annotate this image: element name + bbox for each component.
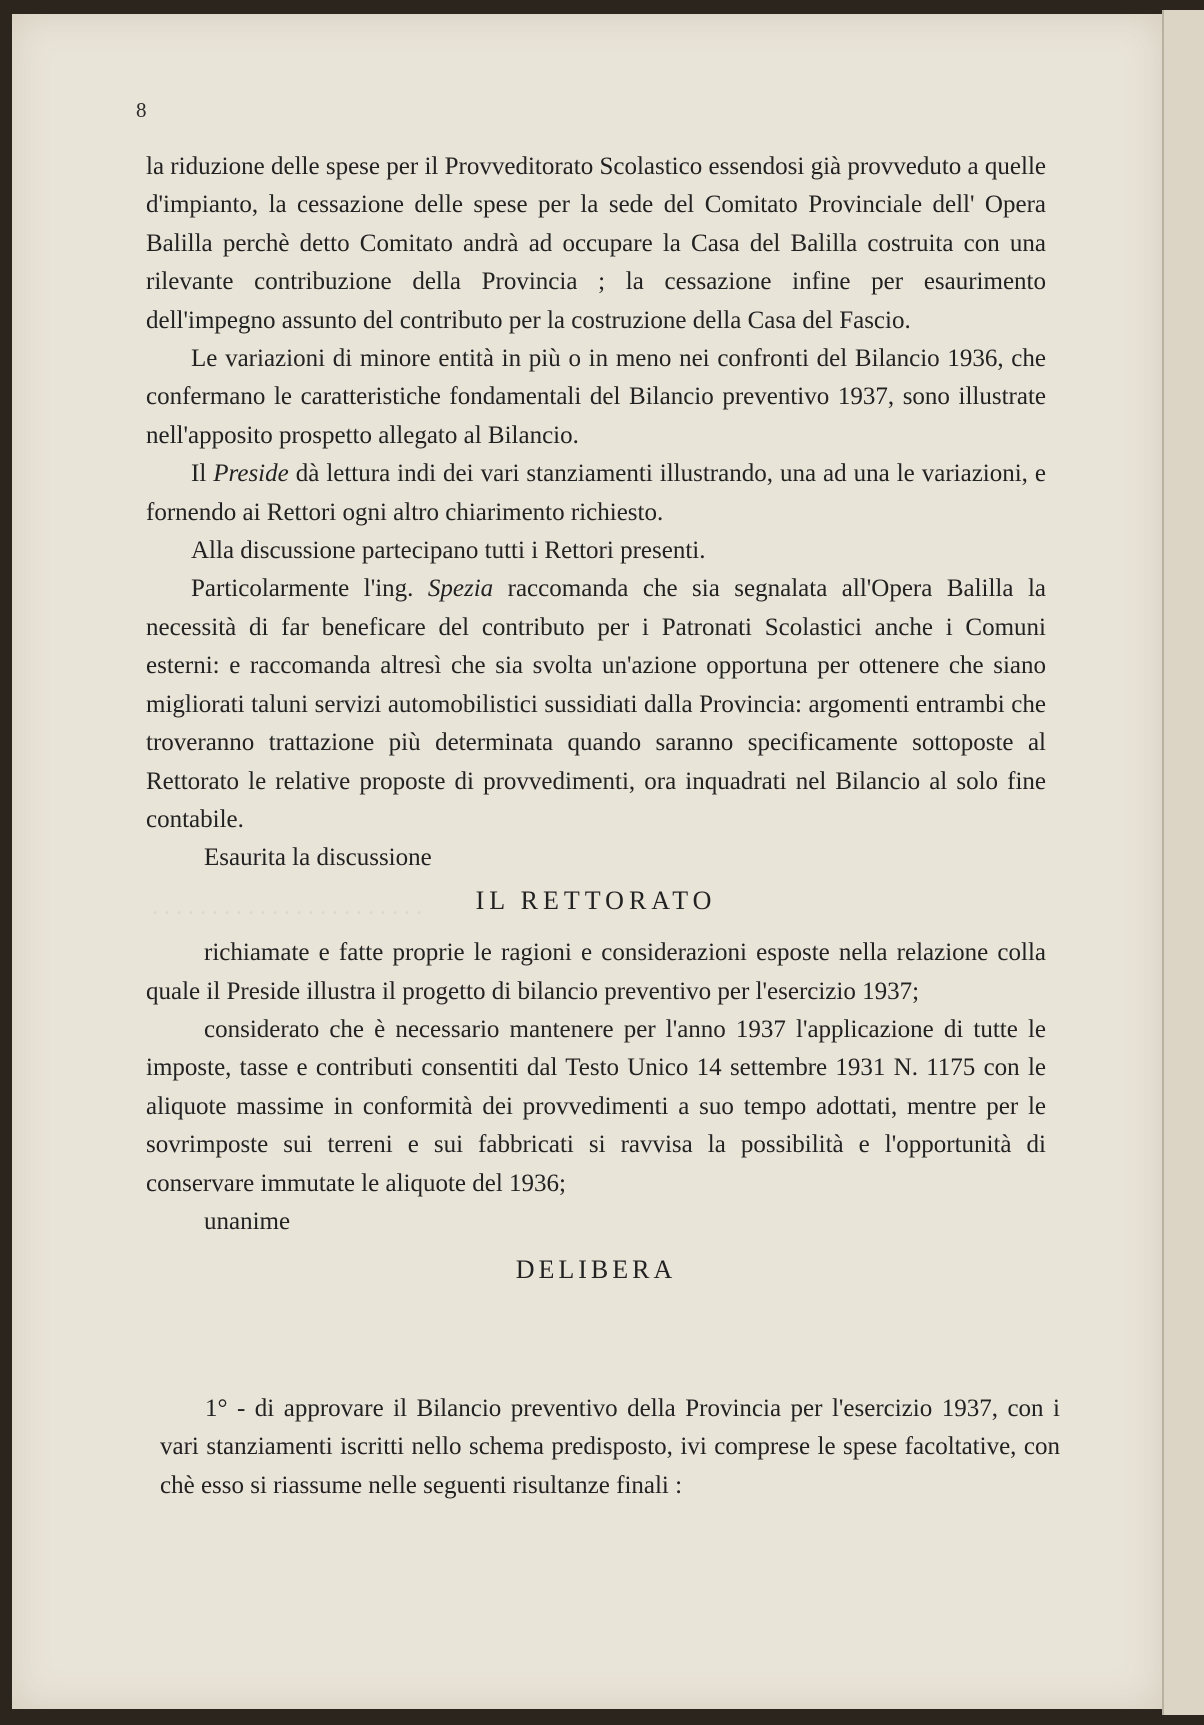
preside-name: Preside (213, 460, 289, 488)
paragraph-5-start: Particolarmente l'ing. (191, 575, 414, 603)
paragraph-1: la riduzione delle spese per il Provveditorato Scolastico essendosi già provveduto a quelle d'impianto, la cessazione delle spese per la sede del Comitato Provinciale dell' Opera Balilla perchè detto Comitato andrà ad occupare la Casa del Balilla costruita con una rilevante contribuzione della Provincia ; la cessazione infine per esaurimento dell'impegno assunto del contributo per la costruzione della Casa del Fascio. (146, 153, 1046, 334)
paragraph-9: unanime (204, 1207, 291, 1235)
paragraph-8: considerato che è necessario mantenere per l'anno 1937 l'applicazione di tutte le imposte, tasse e contributi consentiti dal Testo Unico 14 settembre 1931 N. 1175 con le aliquote massime in conformità dei provvedimenti a suo tempo adottati, mentre per le sovrimposte sui terreni e sui fabbricati si ravvisa la possibilità e l'opportunità di conservare immutate le aliquote del 1936; (146, 1015, 1046, 1197)
paragraph-4: Alla discussione partecipano tutti i Rettori presenti. (191, 537, 706, 565)
paragraph-3-rest: dà lettura indi dei vari stanziamenti illustrando, una ad una le variazioni, e fornendo ai Rettori ogni altro chiarimento richiesto. (146, 460, 1047, 526)
paragraph-10: 1° - di approvare il Bilancio preventivo della Provincia per l'esercizio 1937, con i vari stanziamenti iscritti nello schema predisposto, ivi comprese le spese facoltative, con chè esso si riassume nelle seguenti risultanze finali : (160, 1395, 1060, 1499)
paragraph-5-rest: raccomanda che sia segnalata all'Opera Balilla la necessità di far beneficare del contributo per i Patronati Scolastici anche i Comuni esterni: e raccomanda altresì che sia svolta un'azione opportuna per ottenere che siano migliorati taluni servizi automobilistici sussidiati dalla Provincia: argomenti entrambi che troveranno trattazione più determinata quando saranno specificamente sottoposte al Rettorato le relative proposte di provvedimenti, ora inquadrati nel Bilancio al solo fine contabile. (146, 575, 1046, 833)
resolution-point-1 (160, 1365, 1060, 1530)
paragraph-2: Le variazioni di minore entità in più o in meno nei confronti del Bilancio 1936, che confermano le caratteristiche fondamentali del Bilancio preventivo 1937, sono illustrate nell'apposito prospetto allegato al Bilancio. (146, 345, 1046, 449)
paragraph-6: Esaurita la discussione (204, 844, 432, 872)
bleed-through-text: . . . . . . . . . . . . . . . . . . . . . . . (152, 894, 422, 920)
heading-delibera: DELIBERA (515, 1255, 677, 1285)
spezia-name: Spezia (427, 575, 494, 603)
page-number: 8 (136, 98, 147, 122)
paragraph-5 (146, 570, 1046, 839)
next-page-edge (1162, 10, 1204, 1715)
document-body (146, 148, 1046, 1298)
paragraph-3 (146, 455, 1046, 532)
paragraph-7: richiamate e fatte proprie le ragioni e considerazioni esposte nella relazione colla quale il Preside illustra il progetto di bilancio preventivo per l'esercizio 1937; (146, 939, 1046, 1005)
paragraph-3-start: Il (191, 460, 207, 488)
heading-rettorato: IL RETTORATO (475, 885, 717, 915)
